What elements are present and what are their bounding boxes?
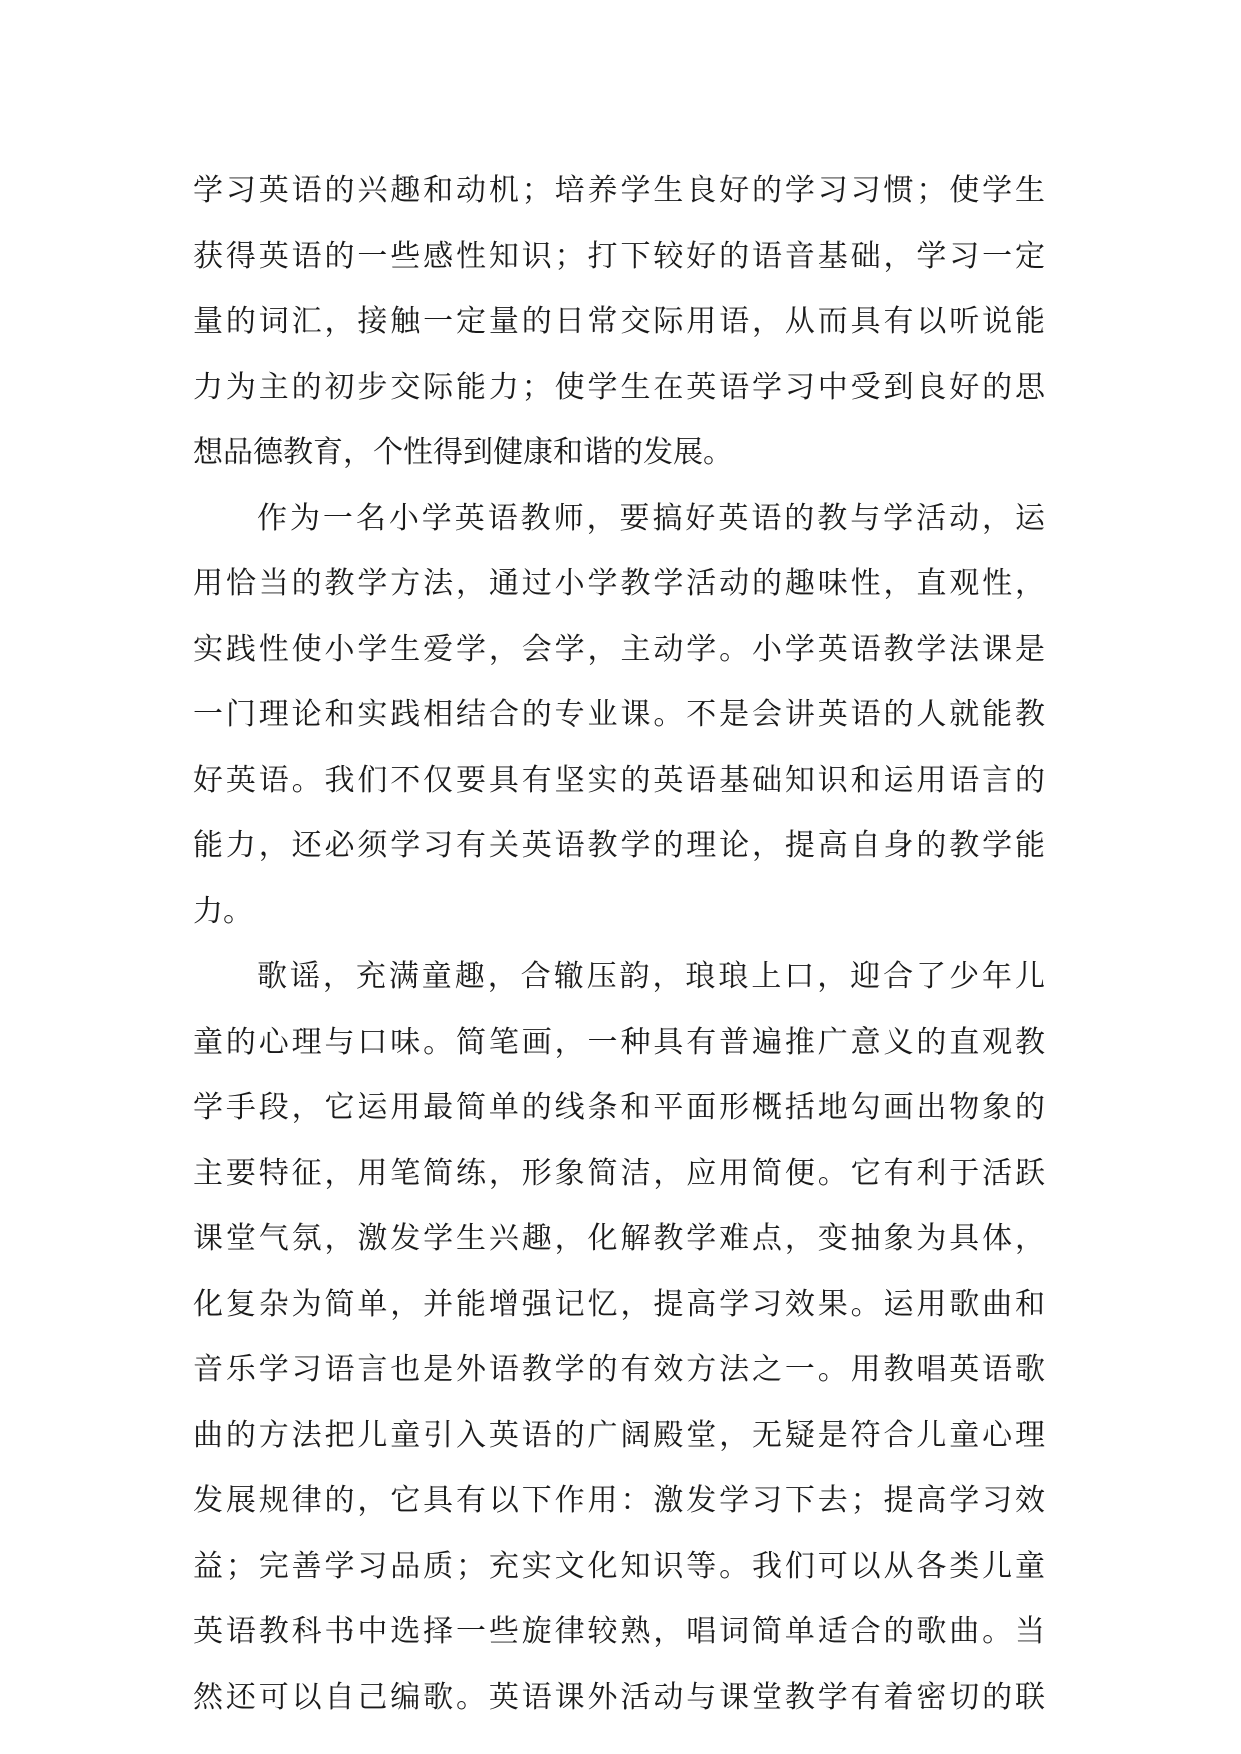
paragraph-3 xyxy=(193,944,1045,1730)
text-line: 力。 xyxy=(193,893,253,929)
text-line: 量的词汇，接触一定量的日常交际用语，从而具有以听说能 xyxy=(193,304,1045,339)
text-line: 课堂气氛，激发学生兴趣，化解教学难点，变抽象为具体， xyxy=(193,1221,1045,1256)
paragraph-1 xyxy=(193,158,1045,486)
text-line: 学习英语的兴趣和动机；培养学生良好的学习习惯；使学生 xyxy=(193,173,1045,208)
text-line: 一门理论和实践相结合的专业课。不是会讲英语的人就能教 xyxy=(193,697,1045,732)
text-line: 力为主的初步交际能力；使学生在英语学习中受到良好的思 xyxy=(193,369,1045,405)
text-line: 曲的方法把儿童引入英语的广阔殿堂，无疑是符合儿童心理 xyxy=(193,1417,1045,1453)
text-line: 发展规律的，它具有以下作用：激发学习下去；提高学习效 xyxy=(193,1483,1045,1518)
text-line: 化复杂为简单，并能增强记忆，提高学习效果。运用歌曲和 xyxy=(193,1286,1045,1322)
text-line: 益；完善学习品质；充实文化知识等。我们可以从各类儿童 xyxy=(193,1548,1045,1584)
text-line: 想品德教育，个性得到健康和谐的发展。 xyxy=(193,435,733,470)
text-line: 音乐学习语言也是外语教学的有效方法之一。用教唱英语歌 xyxy=(193,1352,1045,1387)
text-line: 英语教科书中选择一些旋律较熟，唱词简单适合的歌曲。当 xyxy=(193,1614,1045,1649)
text-line: 作为一名小学英语教师，要搞好英语的教与学活动，运 xyxy=(257,500,1045,536)
text-line: 歌谣，充满童趣，合辙压韵，琅琅上口，迎合了少年儿 xyxy=(257,959,1045,994)
text-line: 能力，还必须学习有关英语教学的理论，提高自身的教学能 xyxy=(193,828,1045,863)
text-line: 实践性使小学生爱学，会学，主动学。小学英语教学法课是 xyxy=(193,631,1045,667)
paragraph-2 xyxy=(193,486,1045,945)
text-line: 好英语。我们不仅要具有坚实的英语基础知识和运用语言的 xyxy=(193,762,1045,798)
text-line: 主要特征，用笔简练，形象简洁，应用简便。它有利于活跃 xyxy=(193,1155,1045,1191)
text-line: 获得英语的一些感性知识；打下较好的语音基础，学习一定 xyxy=(193,238,1045,274)
text-line: 用恰当的教学方法，通过小学教学活动的趣味性，直观性， xyxy=(193,566,1045,601)
document-page xyxy=(193,158,1045,1730)
text-line: 童的心理与口味。简笔画，一种具有普遍推广意义的直观教 xyxy=(193,1024,1045,1060)
text-line: 然还可以自己编歌。英语课外活动与课堂教学有着密切的联 xyxy=(193,1679,1045,1715)
text-line: 学手段，它运用最简单的线条和平面形概括地勾画出物象的 xyxy=(193,1090,1045,1125)
